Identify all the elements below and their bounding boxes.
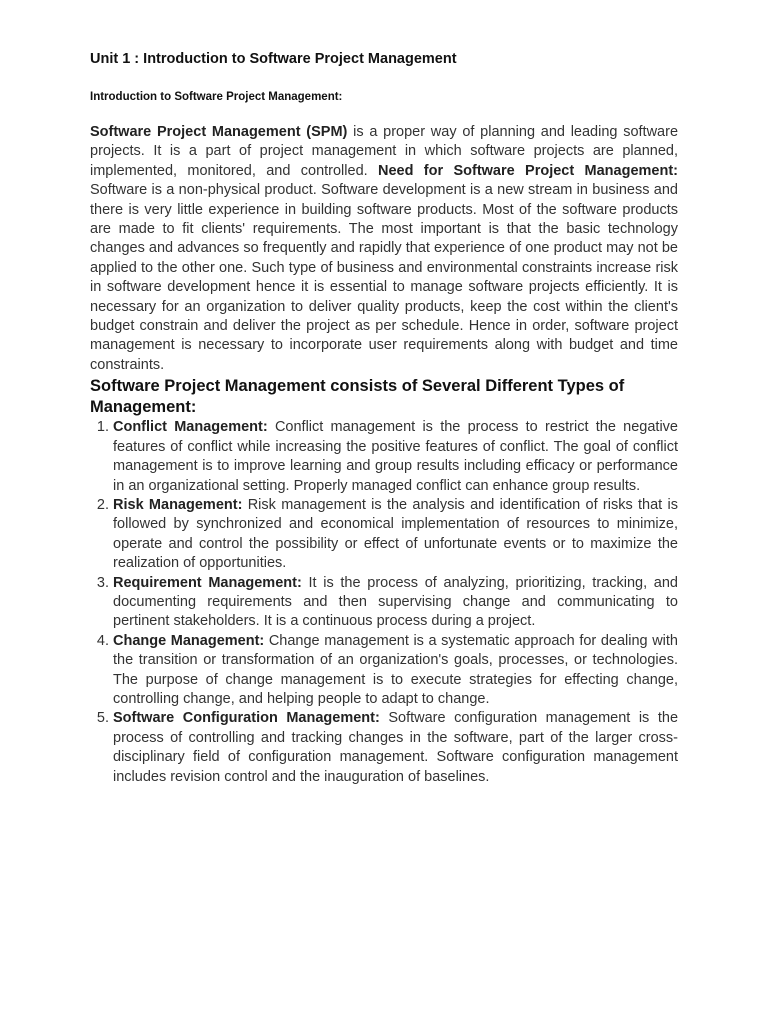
list-item-text: Conflict management is the process to restrict the negative features of conflict while increasing the positive features of conflict. The goal of conflict management is to improve learning and group results including efficacy or performance in an organizational setting. Properly managed conflict can enhance group results. [113, 419, 678, 494]
intro-paragraph [90, 123, 678, 375]
list-item-term: Software Configuration Management: [113, 710, 380, 727]
list-item-term: Change Management: [113, 632, 265, 649]
types-heading: Software Project Management consists of Several Different Types of Management: [90, 377, 625, 417]
section-subtitle: Introduction to Software Project Management: [90, 91, 343, 103]
list-item-requirement-management [113, 574, 678, 632]
list-item-risk-management [113, 496, 678, 574]
document-page [90, 44, 678, 787]
management-types-list [90, 418, 678, 787]
list-item-term: Conflict Management: [113, 419, 268, 436]
list-item-text: Risk management is the analysis and identification of risks that is followed by synchronized and economical implementation of resources to minimize, operate and control the possibility or effect of unfortunate events or to maximize the realization of opportunities. [113, 496, 678, 572]
list-item-text: Change management is a systematic approach for dealing with the transition or transformation of an organization's goals, processes, or technologies. The purpose of change management is to execute strategies for effecting change, controlling change, and helping people to adapt to change. [113, 632, 678, 707]
unit-title: Unit 1 : Introduction to Software Project Management [90, 51, 457, 67]
list-item-term: Requirement Management: [113, 574, 302, 591]
list-item-configuration-management [113, 709, 678, 787]
need-heading: Need for Software Project Management: [378, 162, 678, 179]
list-item-conflict-management [113, 418, 678, 496]
list-item-change-management [113, 632, 678, 710]
spm-term: Software Project Management (SPM) [90, 124, 348, 140]
list-item-text: Software configuration management is the process of controlling and tracking changes in the software, part of the larger cross-disciplinary field of configuration management. Software configuration management includes revision control and the inauguration of baselines. [113, 710, 679, 785]
list-item-text: It is the process of analyzing, prioritizing, tracking, and documenting requirements and then supervising change and communicating to pertinent stakeholders. It is a continuous process during a project. [113, 574, 678, 630]
intro-text-1: is a proper way of planning and leading software projects. It is a part of project management in which software projects are planned, implemented, monitored, and controlled. [90, 124, 679, 179]
list-item-term: Risk Management: [113, 496, 243, 513]
intro-text-2: Software is a non-physical product. Software development is a new stream in business and there is very little experience in building software products. Most of the software products are made to fit clients' requirements. The most important is that the basic technology changes and advances so frequently and rapidly that experience of one product may not be applied to the other one. Such type of business and environmental constraints increase risk in software development hence it is essential to manage software projects efficiently. It is necessary for an organization to deliver quality products, keep the cost within the client's budget constrain and deliver the project as per schedule. Hence in order, software project management is necessary to incorporate user requirements along with budget and time constraints. [90, 182, 678, 373]
